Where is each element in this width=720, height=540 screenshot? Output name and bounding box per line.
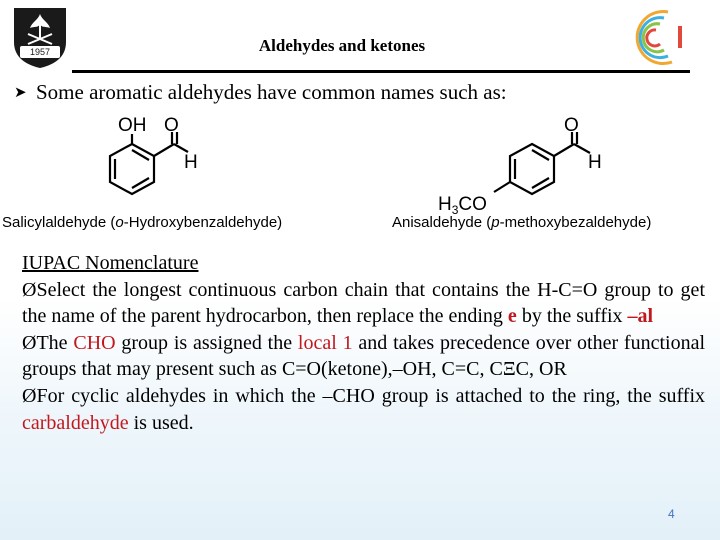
- methoxy-h: H: [438, 194, 452, 214]
- rule-3-pre: For cyclic aldehydes in which the –CHO group is attached to the ring, the suffix: [36, 384, 705, 407]
- bullet-glyph: Ø: [22, 331, 37, 354]
- rule-3-post: is used.: [128, 411, 194, 434]
- intro-text: Some aromatic aldehydes have common names such as:: [36, 80, 507, 104]
- emblem-year: 1957: [29, 47, 51, 57]
- methoxy-subscript: 3: [451, 203, 459, 214]
- h-label: H: [184, 152, 198, 173]
- page-title: Aldehydes and ketones: [258, 36, 426, 55]
- anisaldehyde-structure: [432, 110, 622, 214]
- anisaldehyde-caption: [392, 214, 651, 231]
- intro-bullet: [14, 80, 507, 105]
- rule-1-text: Select the longest continuous carbon chain that contains the H-C=O group to get the name of the parent hydrocarbon, then replace the ending: [22, 278, 705, 328]
- salicylaldehyde-structure: [96, 110, 236, 210]
- caption-post: -Hydroxybenzaldehyde): [123, 214, 283, 231]
- rule-1: [22, 277, 705, 330]
- arrow-bullet-icon: ➤: [14, 85, 27, 101]
- rule-2: [22, 330, 705, 383]
- rule-3-suffix: carbaldehyde: [22, 411, 129, 434]
- page-number: 4: [668, 507, 675, 521]
- methoxy-co: CO: [458, 194, 487, 214]
- rule-2-post: and takes precedence over other functional groups that may present such as C=O(ketone),–OH, C=C, CΞC, OR: [22, 331, 706, 381]
- iupac-section: [22, 250, 705, 436]
- rule-1-ending: e: [507, 305, 517, 328]
- caption-pre: Anisaldehyde (: [392, 214, 492, 231]
- rule-2-local: local 1: [297, 331, 353, 354]
- methoxy-label: [438, 194, 487, 214]
- caption-italic: p: [491, 214, 500, 231]
- salicylaldehyde-caption: [2, 214, 282, 231]
- rule-2-pre: The: [36, 331, 74, 354]
- rule-2-mid: group is assigned the: [115, 331, 298, 354]
- rule-3: [22, 383, 705, 436]
- title-divider: [72, 70, 690, 73]
- h-label: H: [588, 152, 602, 173]
- rule-2-cho: CHO: [73, 331, 116, 354]
- bullet-glyph: Ø: [22, 384, 37, 407]
- o-label: O: [164, 115, 179, 136]
- caption-italic: o: [115, 214, 124, 231]
- rule-1-suffix: –al: [627, 305, 654, 328]
- rule-1-mid: by the suffix: [516, 305, 628, 328]
- iupac-heading: IUPAC Nomenclature: [22, 252, 199, 274]
- caption-post: -methoxybezaldehyde): [499, 214, 652, 231]
- o-label: O: [564, 115, 579, 136]
- oh-label: OH: [118, 115, 147, 136]
- bullet-glyph: Ø: [22, 278, 37, 301]
- caption-pre: Salicylaldehyde (: [2, 214, 116, 231]
